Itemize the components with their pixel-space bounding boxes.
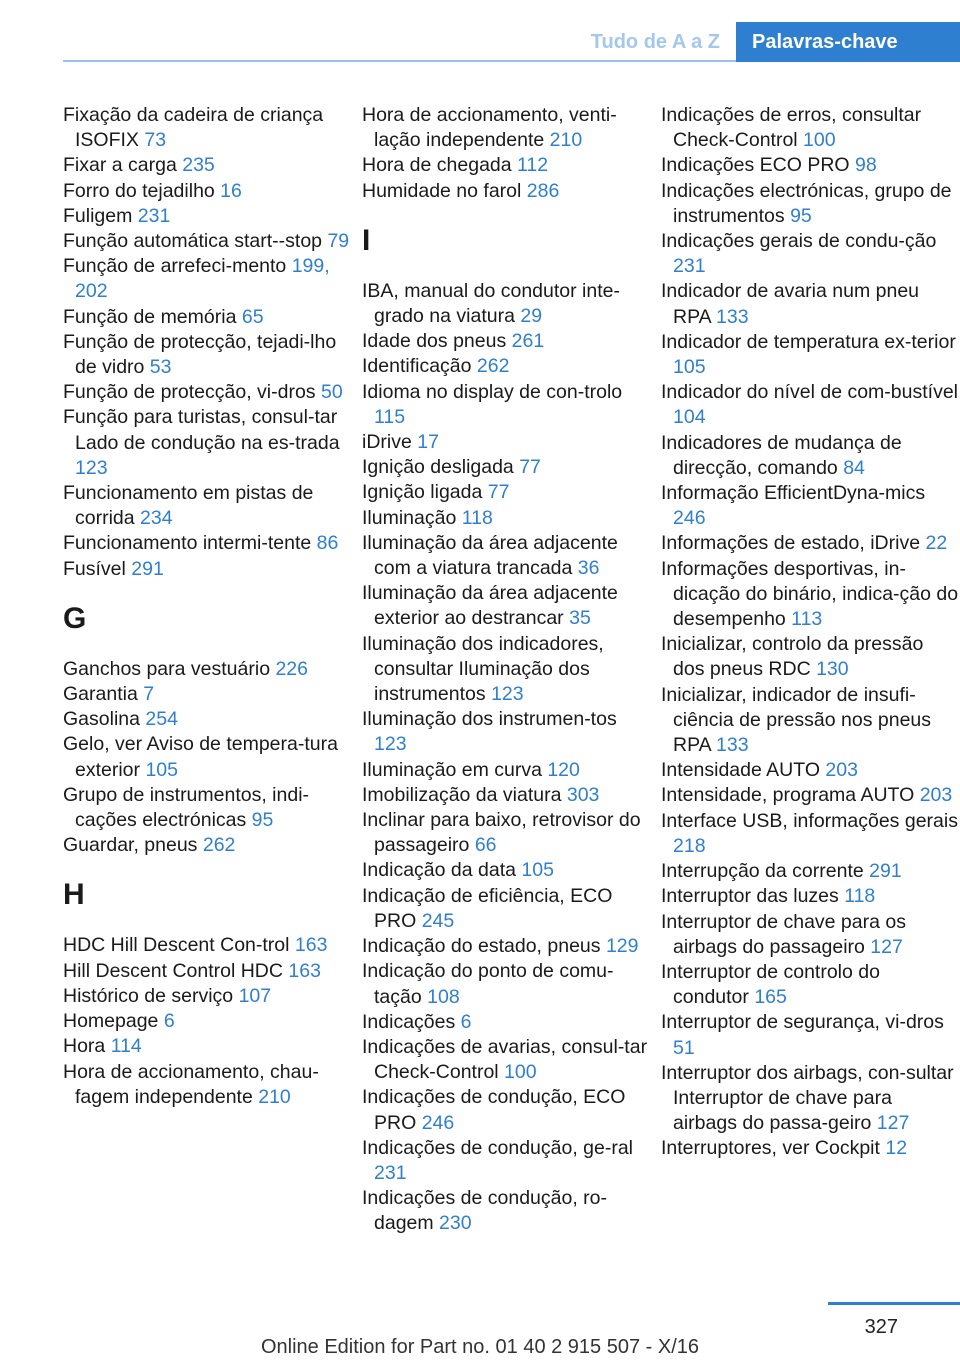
index-entry [661,1010,960,1060]
page-link[interactable]: 246 [421,1111,455,1134]
index-entry [661,481,960,531]
entry-text: Indicações electrónicas, grupo de instrumentos [661,179,952,227]
index-entry [362,884,652,934]
index-entry [63,229,353,254]
entry-text: Interrupção da corrente [661,860,870,883]
index-entry [661,431,960,481]
page-link[interactable]: 98 [855,154,877,177]
index-entry [63,682,353,707]
index-entry [63,557,353,582]
page-link[interactable]: 254 [145,708,178,731]
entry-text: Informações desportivas, in-dicação do binário, indica-ção do desempenho [661,557,959,631]
page-link[interactable]: 235 [182,154,215,177]
index-entry [661,279,960,329]
index-entry [362,329,652,354]
page-link[interactable]: 291 [131,557,164,580]
page-link[interactable]: 133 [716,734,749,757]
page-link[interactable]: 123 [491,683,524,706]
page-link[interactable]: 118 [844,885,876,908]
index-entry [63,254,353,304]
page-link[interactable]: 104 [673,406,706,429]
page-link[interactable]: 118 [461,506,493,529]
page-link[interactable]: 231 [673,255,706,278]
entry-text: Interruptor das luzes [661,885,845,908]
index-entry [362,531,652,581]
entry-text: Iluminação dos instrumen-tos [362,708,617,731]
entry-text: Funcionamento intermi-tente [63,532,317,555]
page-link[interactable]: 105 [521,859,554,882]
page-link[interactable]: 86 [316,532,339,555]
edition-footer: Online Edition for Part no. 01 40 2 915 507 - X/16 [260,1336,700,1358]
page-link[interactable]: 133 [716,305,749,328]
entry-text: Indicações [362,1010,461,1033]
section-letter: I [362,223,371,257]
entry-text: Indicações de avarias, consul-tar Check-Control [362,1035,648,1084]
page-link[interactable]: 262 [476,355,510,378]
entry-text: Iluminação da área adjacente com a viatura trancada [362,531,618,580]
entry-text: Interface USB, informações gerais [661,809,958,832]
entry-text: Indicador de temperatura ex-terior [661,330,956,353]
index-entry [362,179,652,204]
index-entry [63,657,353,682]
entry-text: Inclinar para baixo, retrovisor do passageiro [362,809,641,857]
index-entry [661,960,960,1010]
index-entry [63,103,353,153]
index-entry [362,934,652,959]
page-link[interactable]: 108 [427,985,460,1008]
page-link[interactable]: 120 [547,758,580,781]
page-link[interactable]: 105 [673,356,706,379]
entry-text: Indicações gerais de condu-ção [661,230,937,253]
index-entry [63,481,353,531]
entry-text: Iluminação dos indicadores, consultar Iluminação dos instrumentos [362,632,604,706]
page-link[interactable]: 234 [140,507,173,530]
page-link[interactable]: 100 [803,129,836,152]
page-link[interactable]: 53 [149,356,172,379]
index-entry [362,1136,652,1186]
entry-text: IBA, manual do condutor inte-grado na viatura [362,279,620,328]
entry-text: Indicação de eficiência, ECO PRO [362,884,613,932]
page-link[interactable]: 73 [144,129,167,152]
page-link[interactable]: 113 [791,608,823,631]
page-link[interactable]: 17 [417,431,439,454]
index-entry [362,858,652,883]
index-entry [63,405,353,481]
page-link[interactable]: 163 [294,934,328,957]
index-entry [63,732,353,782]
page-link[interactable]: 231 [374,1161,407,1184]
page-link[interactable]: 29 [520,305,543,328]
entry-text: HDC Hill Descent Con-trol [63,934,295,957]
index-column-1 [63,103,353,1110]
page-link[interactable]: 303 [566,783,600,806]
entry-text: Fixar a carga [63,154,183,177]
page-link[interactable]: 66 [474,834,497,857]
index-entry [362,380,652,430]
page-link[interactable]: 130 [816,658,849,681]
index-entry [63,179,353,204]
page-link[interactable]: 165 [754,986,787,1009]
index-entry [661,557,960,633]
entry-text: Hora de chegada [362,154,518,177]
entry-text: Hill Descent Control HDC [63,959,289,982]
page-link[interactable]: 127 [870,935,903,958]
section-letter: G [63,601,87,635]
index-entry [63,959,353,984]
entry-text: Histórico de serviço [63,984,239,1007]
page-link[interactable]: 115 [374,405,406,428]
entry-text: Fusível [63,557,132,580]
page-link[interactable]: 163 [288,959,321,982]
index-entry [63,330,353,380]
entry-text: Imobilização da viatura [362,783,567,806]
page-link[interactable]: 95 [790,204,812,227]
entry-text: Forro do tejadilho [63,179,221,202]
page-link[interactable]: 79 [327,230,350,253]
page-link[interactable]: 36 [577,557,600,580]
index-entry [362,783,652,808]
entry-text: Informações de estado, iDrive [661,532,926,555]
page-link[interactable]: 261 [511,330,545,353]
index-entry [362,758,652,783]
index-entry [661,330,960,380]
entry-text: Intensidade, programa AUTO [661,784,920,807]
entry-text: Hora de accionamento, chau-fagem independente [63,1060,319,1108]
entry-text: Hora [63,1035,111,1058]
index-entry [661,632,960,682]
index-entry [362,430,652,455]
index-entry [362,808,652,858]
entry-text: Indicações ECO PRO [661,154,855,177]
index-entry [661,1136,960,1161]
index-entry [661,783,960,808]
index-entry [362,103,652,153]
index-entry [661,531,960,556]
page-link[interactable]: 65 [241,305,264,328]
entry-text: Indicações de condução, ge-ral [362,1136,634,1159]
page-link[interactable]: 262 [202,834,236,857]
index-entry [63,1060,353,1110]
page-link[interactable]: 203 [825,759,858,782]
entry-text: Ganchos para vestuário [63,657,276,680]
chapter-tab[interactable]: Palavras-chave [736,22,960,62]
entry-text: Grupo de instrumentos, indi-cações electrónicas [63,783,310,832]
page-link[interactable]: 226 [275,657,308,680]
page-link[interactable]: 123 [75,456,108,479]
index-entry [63,1009,353,1034]
entry-text: Iluminação da área adjacente exterior ao destrancar [362,582,618,630]
entry-text: Indicações de condução, ro-dagem [362,1187,607,1235]
index-entry [63,984,353,1009]
entry-text: Função de protecção, tejadi-lho de vidro [63,330,337,379]
index-entry [362,707,652,757]
entry-text: Indicação do ponto de comu-tação [362,960,614,1008]
index-entry [362,506,652,531]
page-link[interactable]: 203 [919,784,953,807]
page-link[interactable]: 105 [145,758,178,781]
page-link[interactable]: 230 [439,1212,472,1235]
entry-text: Indicação da data [362,859,522,882]
index-entry [362,1035,652,1085]
entry-text: Função de protecção, vi-dros [63,381,321,404]
entry-text: Interruptor de chave para os airbags do passageiro [661,910,906,958]
entry-text: Indicadores de mudança de direcção, comando [661,431,902,479]
page-link[interactable]: 84 [843,456,865,479]
index-entry [362,1186,652,1236]
index-entry [661,229,960,279]
index-entry [661,1061,960,1137]
index-entry [362,480,652,505]
index-entry [63,531,353,556]
section-tab[interactable]: Tudo de A a Z [590,31,720,53]
index-entry [362,632,652,708]
entry-text: Idioma no display de con-trolo [362,380,623,403]
entry-text: Humidade no farol [362,179,527,202]
entry-text: Fuligem [63,204,138,227]
page-link[interactable]: 129 [605,935,639,958]
page-link[interactable]: 210 [549,129,583,152]
entry-text: Intensidade AUTO [661,759,826,782]
entry-text: Função de arrefeci-mento [63,255,292,278]
index-entry [63,783,353,833]
page-link[interactable]: 286 [526,179,560,202]
page-link[interactable]: 22 [925,532,948,555]
index-entry [362,279,652,329]
entry-text: Iluminação [362,506,462,529]
entry-text: Função de memória [63,305,242,328]
entry-text: Inicializar, controlo da pressão dos pneus RDC [661,633,924,681]
entry-text: Informação EfficientDyna-mics [661,482,926,505]
section-letter: H [63,878,85,912]
index-entry [661,153,960,178]
entry-text: Interruptor de segurança, vi-dros [661,1011,944,1034]
index-entry [661,884,960,909]
page-number: 327 [864,1316,898,1338]
footer-rule [828,1302,960,1305]
entry-text: Interruptor dos airbags, con-sultar Interruptor de chave para airbags do passa-geiro [661,1061,954,1135]
page-link[interactable]: 231 [137,204,171,227]
entry-text: Iluminação em curva [362,758,548,781]
page-link[interactable]: 245 [421,909,455,932]
page-link[interactable]: 107 [238,984,272,1007]
index-entry [661,103,960,153]
page-link[interactable]: 50 [320,381,343,404]
entry-text: Ignição desligada [362,456,520,479]
page-link[interactable]: 291 [869,860,902,883]
entry-text: Função para turistas, consul-tar Lado de condução na es-trada [63,406,340,454]
page-link[interactable]: 218 [673,834,706,857]
page-link[interactable]: 95 [251,809,274,832]
entry-text: Indicações de erros, consultar Check-Control [661,104,922,152]
index-entry [63,833,353,858]
index-entry [661,683,960,759]
header-tabs [591,22,960,62]
entry-text: Inicializar, indicador de insufi-ciência de pressão nos pneus RPA [661,683,932,757]
index-entry [661,809,960,859]
page-link[interactable]: 77 [487,481,510,504]
entry-text: Gasolina [63,708,146,731]
page-link[interactable]: 199, 202 [75,255,330,303]
index-entry [661,179,960,229]
page-link[interactable]: 12 [885,1137,908,1160]
index-entry [661,758,960,783]
entry-text: Função automática start--stop [63,230,328,253]
entry-text: Identificação [362,355,477,378]
index-column-2 [362,103,652,1237]
entry-text: Guardar, pneus [63,834,203,857]
entry-text: Indicador de avaria num pneu RPA [661,280,920,328]
page-link[interactable]: 16 [220,179,242,202]
page-link[interactable]: 127 [876,1112,910,1135]
index-entry [63,933,353,958]
entry-text: Interruptores, ver Cockpit [661,1137,886,1160]
index-entry [661,380,960,430]
entry-text: Garantia [63,683,144,706]
index-entry [63,1034,353,1059]
index-entry [63,305,353,330]
entry-text: iDrive [362,431,418,454]
page-link[interactable]: 35 [569,607,591,630]
page-link[interactable]: 246 [673,507,706,530]
index-entry [362,959,652,1009]
entry-text: Hora de accionamento, venti-lação independente [362,104,617,152]
entry-text: Ignição ligada [362,481,488,504]
index-entry [362,581,652,631]
page-link[interactable]: 114 [110,1035,142,1058]
entry-text: Interruptor de controlo do condutor [661,960,880,1009]
index-entry [661,859,960,884]
entry-text: Indicações de condução, ECO PRO [362,1086,626,1134]
entry-text: Indicação do estado, pneus [362,935,606,958]
page-link[interactable]: 7 [143,683,155,706]
index-column-3 [661,103,960,1162]
index-entry [63,380,353,405]
page-link[interactable]: 77 [519,456,541,479]
entry-text: Funcionamento em pistas de corrida [63,482,314,530]
page-link[interactable]: 51 [673,1036,695,1059]
entry-text: Indicador do nível de com-bustível [661,381,958,404]
page-link[interactable]: 6 [460,1010,472,1033]
index-entry [63,153,353,178]
index-entry [362,153,652,178]
page-link[interactable]: 112 [517,154,549,177]
page-link[interactable]: 210 [258,1085,291,1108]
index-entry [362,455,652,480]
entry-text: Gelo, ver Aviso de tempera-tura exterior [63,733,338,781]
entry-text: Idade dos pneus [362,330,512,353]
page-link[interactable]: 6 [163,1010,175,1033]
index-entry [63,204,353,229]
page-link[interactable]: 100 [504,1061,537,1084]
entry-text: Homepage [63,1010,164,1033]
index-entry [661,910,960,960]
index-entry [362,354,652,379]
index-entry [362,1085,652,1135]
index-entry [362,1010,652,1035]
entry-text: Fixação da cadeira de criança ISOFIX [63,104,324,152]
page-link[interactable]: 123 [374,733,407,756]
index-entry [63,707,353,732]
